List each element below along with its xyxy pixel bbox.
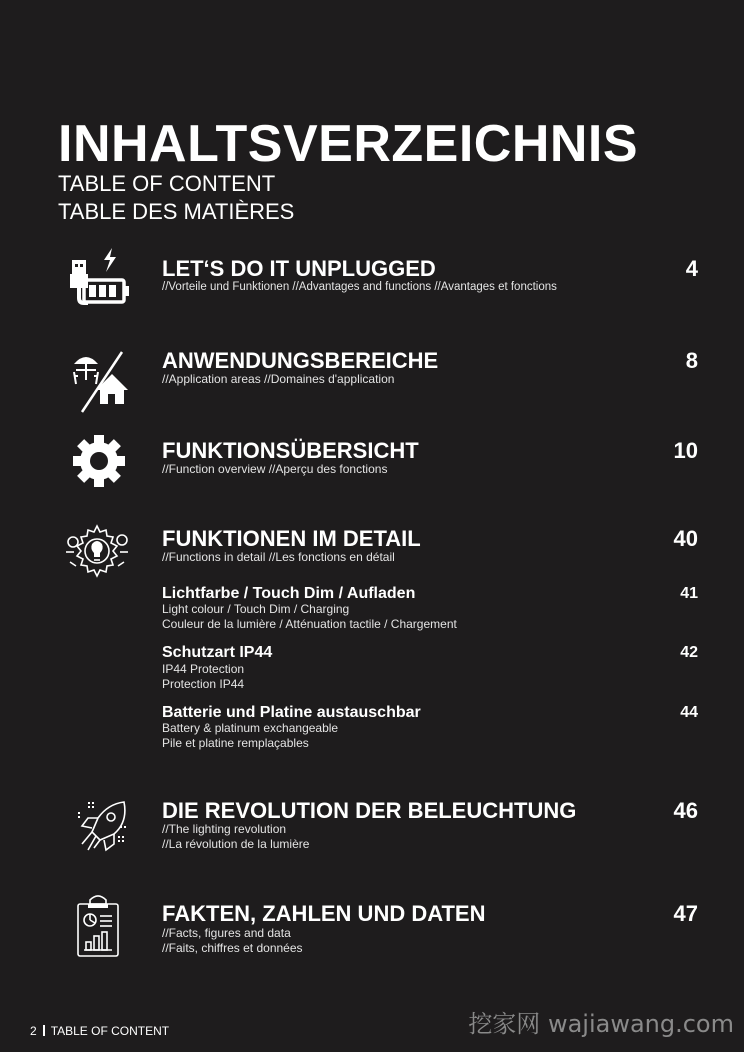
page-subtitle-en: TABLE OF CONTENT <box>58 171 276 196</box>
section-page-number: 40 <box>673 526 698 551</box>
footer-separator <box>43 1025 45 1036</box>
section-title: DIE REVOLUTION DER BELEUCHTUNG <box>162 798 577 823</box>
subsection-line-en: Battery & platinum exchangeable <box>162 721 339 735</box>
section-page-number: 4 <box>685 256 698 281</box>
subsection-title: Schutzart IP44 <box>162 644 273 661</box>
subsection-line-fr: Couleur de la lumière / Atténuation tactile / Chargement <box>162 617 457 631</box>
subsection-line-en: IP44 Protection <box>162 662 245 676</box>
section-subtitle-fr: //Faits, chiffres et données <box>162 941 303 955</box>
section-page-number: 47 <box>673 901 698 926</box>
clipboard-chart-icon <box>74 894 122 958</box>
section-page-number: 10 <box>673 438 698 463</box>
subsection-line-fr: Pile et platine remplaçables <box>162 736 309 750</box>
footer-page-number: 2 <box>30 1024 37 1038</box>
subsection-title: Batterie und Platine austauschbar <box>162 704 421 721</box>
section-subtitle: //Function overview //Aperçu des fonctions <box>162 462 388 476</box>
subsection-title: Lichtfarbe / Touch Dim / Aufladen <box>162 585 416 602</box>
section-subtitle: //The lighting revolution <box>162 822 287 836</box>
footer-label: TABLE OF CONTENT <box>50 1024 170 1038</box>
section-title: FAKTEN, ZAHLEN UND DATEN <box>162 901 486 926</box>
section-title: FUNKTIONEN IM DETAIL <box>162 526 421 551</box>
section-subtitle: //Vorteile und Funktionen //Advantages and functions //Avantages et fonctions <box>162 281 557 293</box>
rocket-icon <box>74 798 130 856</box>
section-subtitle-fr: //La révolution de la lumière <box>162 837 310 851</box>
section-page-number: 8 <box>685 348 698 373</box>
subsection-page-number: 44 <box>680 704 698 721</box>
section-subtitle: //Functions in detail //Les fonctions en détail <box>162 550 395 564</box>
section-title: ANWENDUNGSBEREICHE <box>162 348 439 373</box>
section-title: FUNKTIONSÜBERSICHT <box>162 438 419 463</box>
section-subtitle: //Facts, figures and data <box>162 926 291 940</box>
page-footer <box>30 1024 169 1038</box>
subsection-line-fr: Protection IP44 <box>162 677 245 691</box>
page-subtitle-fr: TABLE DES MATIÈRES <box>58 199 295 224</box>
section-page-number: 46 <box>673 798 698 823</box>
patio-house-icon <box>70 346 132 414</box>
gear-icon <box>72 434 126 488</box>
subsection-line-en: Light colour / Touch Dim / Charging <box>162 602 350 616</box>
gear-bulb-icon <box>62 522 132 582</box>
section-title: LET‘S DO IT UNPLUGGED <box>162 256 436 281</box>
section-subtitle: //Application areas //Domaines d'application <box>162 372 395 386</box>
watermark: 挖家网 wajiawang.com <box>468 1010 734 1038</box>
subsection-page-number: 41 <box>680 585 698 602</box>
usb-battery-icon <box>68 246 134 308</box>
page-title: INHALTSVERZEICHNIS <box>58 115 639 173</box>
subsection-page-number: 42 <box>680 644 698 661</box>
